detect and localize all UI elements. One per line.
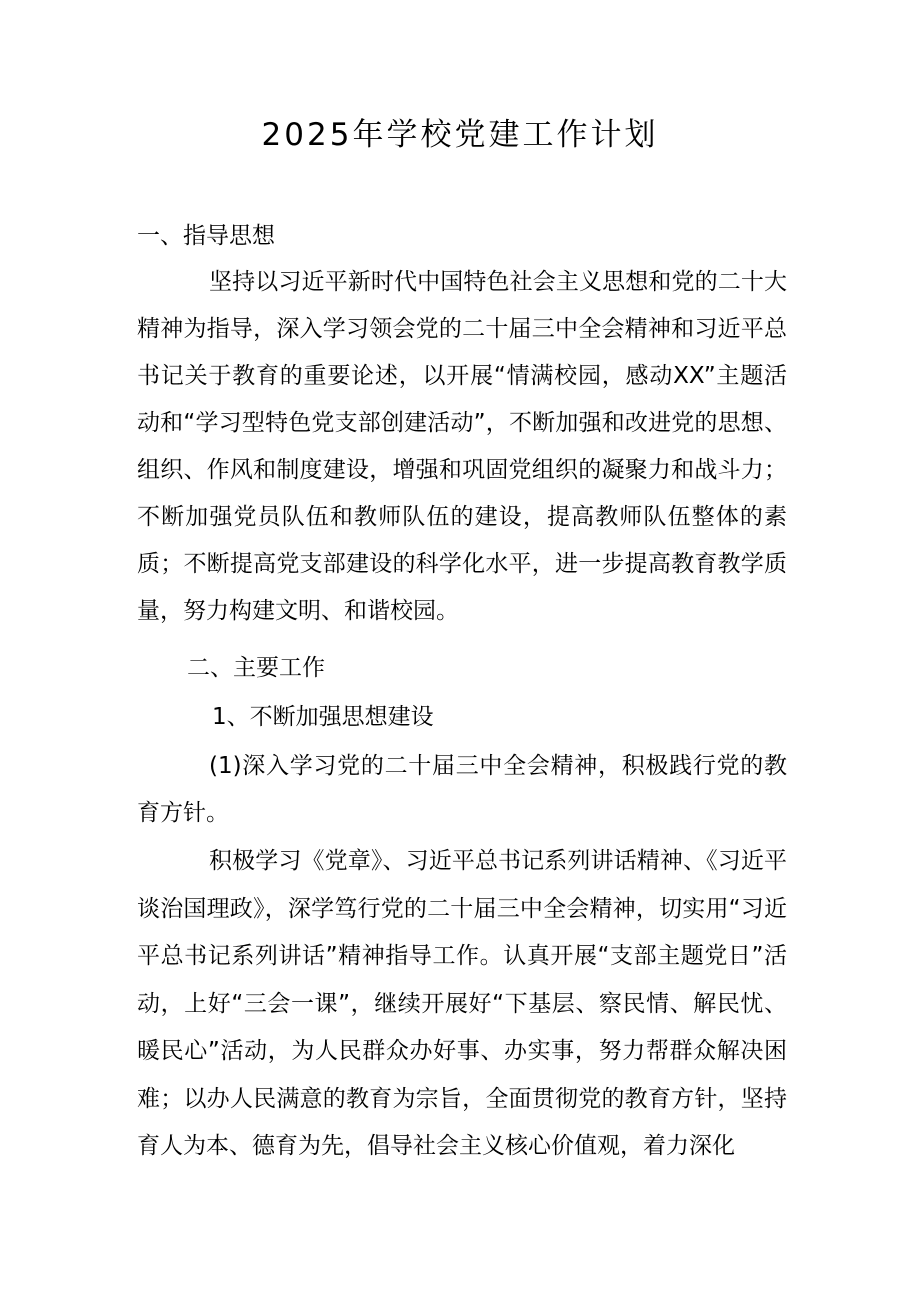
subsection-heading-ideological-building: 1、不断加强思想建设 xyxy=(212,704,434,730)
item-1-paragraph: (1)深入学习党的二十届三中全会精神，积极践行党的教育方针。 xyxy=(137,753,787,826)
document-title: 2025年学校党建工作计划 xyxy=(261,117,659,153)
item-1-body-paragraph: 积极学习《党章》、习近平总书记系列讲话精神、《习近平谈治国理政》，深学笃行党的二十届三中全会精神，切实用“习近平总书记系列讲话”精神指导工作。认真开展“支部主题党日”活动，上好“三会一课”，继续开展好“下基层、察民情、解民忧、暖民心”活动，为人民群众办好事、办实事，努力帮群众解决困难；以办人民满意的教育为宗旨，全面贯彻党的教育方针，坚持育人为本、德育为先，倡导社会主义核心价值观，着力深化 xyxy=(137,848,787,1159)
guiding-ideology-paragraph: 坚持以习近平新时代中国特色社会主义思想和党的二十大精神为指导，深入学习领会党的二十届三中全会精神和习近平总书记关于教育的重要论述，以开展“情满校园，感动XX”主题活动和“学习型特色党支部创建活动”，不断加强和改进党的思想、组织、作风和制度建设，增强和巩固党组织的凝聚力和战斗力；不断加强党员队伍和教师队伍的建设，提高教师队伍整体的素质；不断提高党支部建设的科学化水平，进一步提高教育教学质量，努力构建文明、和谐校园。 xyxy=(137,269,787,624)
section-heading-guiding-ideology: 一、指导思想 xyxy=(137,223,275,249)
section-heading-main-work: 二、主要工作 xyxy=(187,655,325,681)
